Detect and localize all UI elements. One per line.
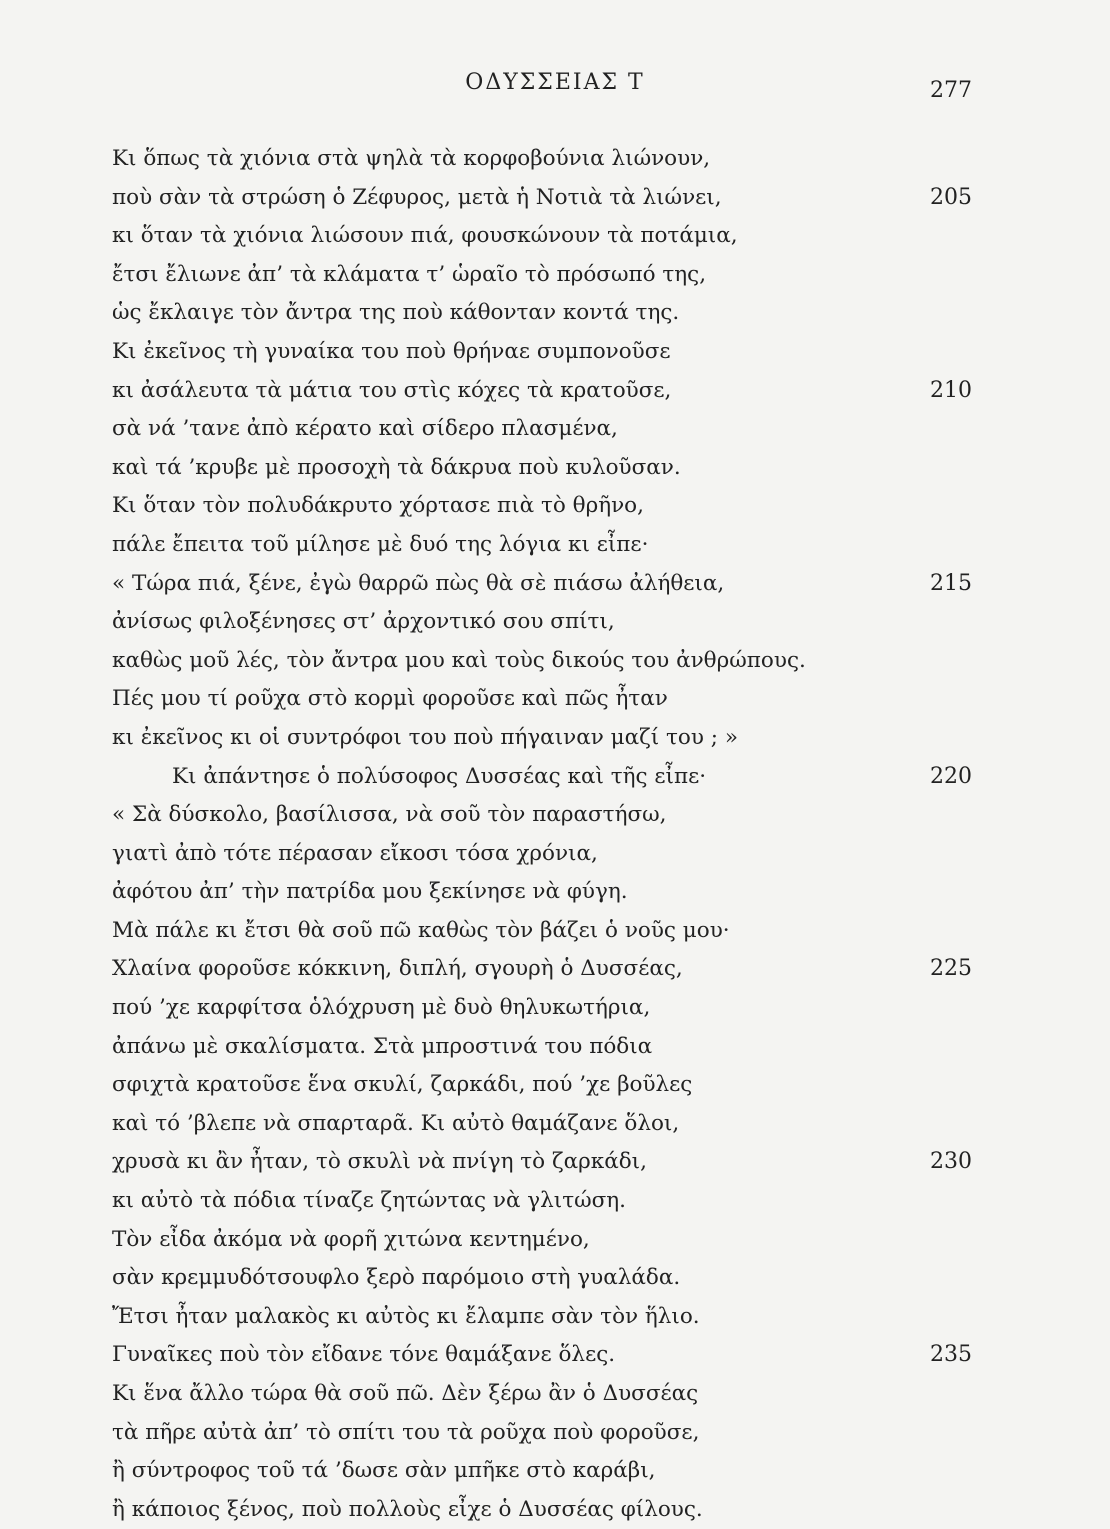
verse-text: σὰ νά ’τανε ἀπὸ κέρατο καὶ σίδερο πλασμένα, bbox=[112, 416, 618, 442]
verse-line bbox=[112, 1105, 972, 1144]
verse-text: Κι ὅπως τὰ χιόνια στὰ ψηλὰ τὰ κορφοβούνια λιώνουν, bbox=[112, 146, 711, 171]
verse-line bbox=[112, 179, 972, 218]
verse-line bbox=[112, 989, 972, 1028]
verse-text: καθὼς μοῦ λές, τὸν ἄντρα μου καὶ τοὺς δικούς του ἀνθρώπους. bbox=[112, 647, 806, 673]
verse-line bbox=[112, 217, 972, 256]
verse-line bbox=[112, 1221, 972, 1260]
verse-text: Ἔτσι ἦταν μαλακὸς κι αὐτὸς κι ἔλαμπε σὰν τὸν ἥλιο. bbox=[112, 1303, 700, 1329]
verse-line bbox=[112, 719, 972, 758]
verse-text: « Τώρα πιά, ξένε, ἐγὼ θαρρῶ πὼς θὰ σὲ πιάσω ἀλήθεια, bbox=[112, 570, 725, 596]
verse-line bbox=[112, 1028, 972, 1067]
verse-line bbox=[112, 1298, 972, 1337]
verse-line bbox=[112, 950, 972, 989]
line-number: 220 bbox=[930, 763, 972, 789]
line-number: 215 bbox=[930, 570, 972, 596]
verse-line bbox=[112, 1414, 972, 1453]
verse-line bbox=[112, 1336, 972, 1375]
line-number: 205 bbox=[930, 184, 972, 210]
line-number: 225 bbox=[930, 956, 972, 982]
verse-text: ἀφότου ἀπ’ τὴν πατρίδα μου ξεκίνησε νὰ φύγη. bbox=[112, 879, 628, 905]
verse-line bbox=[112, 1066, 972, 1105]
verse-text: ὡς ἔκλαιγε τὸν ἄντρα της ποὺ κάθονταν κοντά της. bbox=[112, 300, 680, 326]
verse-text: Γυναῖκες ποὺ τὸν εἴδανε τόνε θαμάξανε ὅλες. bbox=[112, 1342, 616, 1368]
line-number: 230 bbox=[930, 1149, 972, 1175]
verse-line bbox=[112, 410, 972, 449]
verse-line bbox=[112, 758, 972, 797]
verse-text: καὶ τό ’βλεπε νὰ σπαρταρᾶ. Κι αὐτὸ θαμάζανε ὅλοι, bbox=[112, 1110, 680, 1136]
verse-text: ποὺ σὰν τὰ στρώση ὁ Ζέφυρος, μετὰ ἡ Νοτιὰ τὰ λιώνει, bbox=[112, 184, 722, 210]
verse-line bbox=[112, 1375, 972, 1414]
verse-line bbox=[112, 642, 972, 681]
verse-text: ἀνίσως φιλοξένησες στ’ ἀρχοντικό σου σπίτι, bbox=[112, 609, 615, 635]
verse-text: ἢ σύντροφος τοῦ τά ’δωσε σὰν μπῆκε στὸ καράβι, bbox=[112, 1458, 656, 1484]
verse-text: Χλαίνα φοροῦσε κόκκινη, διπλή, σγουρὴ ὁ Δυσσέας, bbox=[112, 956, 683, 982]
verse-line bbox=[112, 449, 972, 488]
verse-text: σὰν κρεμμυδότσουφλο ξερὸ παρόμοιο στὴ γυαλάδα. bbox=[112, 1265, 681, 1291]
verse-line bbox=[112, 372, 972, 411]
verse-text: ἢ κάποιος ξένος, ποὺ πολλοὺς εἶχε ὁ Δυσσέας φίλους. bbox=[112, 1496, 703, 1522]
verse-text: καὶ τά ’κρυβε μὲ προσοχὴ τὰ δάκρυα ποὺ κυλοῦσαν. bbox=[112, 454, 681, 480]
verse-text: Τὸν εἶδα ἀκόμα νὰ φορῆ χιτώνα κεντημένο, bbox=[112, 1226, 590, 1252]
verse-text: χρυσὰ κι ἂν ἦταν, τὸ σκυλὶ νὰ πνίγη τὸ ζαρκάδι, bbox=[112, 1149, 647, 1175]
verse-block bbox=[112, 140, 972, 1529]
verse-text: « Σὰ δύσκολο, βασίλισσα, νὰ σοῦ τὸν παραστήσω, bbox=[112, 802, 667, 828]
verse-line bbox=[112, 680, 972, 719]
verse-text: πάλε ἔπειτα τοῦ μίλησε μὲ δυό της λόγια κι εἶπε· bbox=[112, 531, 649, 557]
verse-line bbox=[112, 526, 972, 565]
running-header: ΟΔΥΣΣΕΙΑΣ Τ bbox=[465, 70, 645, 95]
verse-text: Κι ἕνα ἄλλο τώρα θὰ σοῦ πῶ. Δὲν ξέρω ἂν ὁ Δυσσέας bbox=[112, 1381, 699, 1406]
verse-line bbox=[112, 796, 972, 835]
verse-line bbox=[112, 1143, 972, 1182]
verse-line bbox=[112, 1491, 972, 1529]
verse-text: γιατὶ ἀπὸ τότε πέρασαν εἴκοσι τόσα χρόνια, bbox=[112, 840, 598, 866]
verse-text: ἀπάνω μὲ σκαλίσματα. Στὰ μπροστινά του πόδια bbox=[112, 1033, 653, 1059]
verse-line bbox=[112, 565, 972, 604]
verse-line bbox=[112, 487, 972, 526]
verse-text: κι ἀσάλευτα τὰ μάτια του στὶς κόχες τὰ κρατοῦσε, bbox=[112, 377, 672, 403]
verse-line bbox=[112, 140, 972, 179]
line-number: 235 bbox=[930, 1342, 972, 1368]
page-number: 277 bbox=[930, 78, 972, 103]
verse-line bbox=[112, 603, 972, 642]
verse-line bbox=[112, 1452, 972, 1491]
verse-line bbox=[112, 1259, 972, 1298]
verse-line bbox=[112, 1182, 972, 1221]
verse-line bbox=[112, 835, 972, 874]
line-number: 210 bbox=[930, 377, 972, 403]
verse-line bbox=[112, 912, 972, 951]
verse-text: πού ’χε καρφίτσα ὁλόχρυση μὲ δυὸ θηλυκωτήρια, bbox=[112, 995, 651, 1021]
verse-line bbox=[112, 873, 972, 912]
verse-line bbox=[112, 333, 972, 372]
verse-text: Κι ἀπάντησε ὁ πολύσοφος Δυσσέας καὶ τῆς εἶπε· bbox=[172, 763, 707, 789]
verse-text: κι ὅταν τὰ χιόνια λιώσουν πιά, φουσκώνουν τὰ ποτάμια, bbox=[112, 223, 738, 249]
verse-text: Πές μου τί ροῦχα στὸ κορμὶ φοροῦσε καὶ πῶς ἦταν bbox=[112, 686, 668, 712]
verse-text: ἔτσι ἔλιωνε ἀπ’ τὰ κλάματα τ’ ὡραῖο τὸ πρόσωπό της, bbox=[112, 261, 707, 287]
verse-text: κι ἐκεῖνος κι οἱ συντρόφοι του ποὺ πήγαιναν μαζί του ; » bbox=[112, 724, 739, 750]
verse-text: Κι ἐκεῖνος τὴ γυναίκα του ποὺ θρήναε συμπονοῦσε bbox=[112, 338, 671, 364]
verse-text: σφιχτὰ κρατοῦσε ἕνα σκυλί, ζαρκάδι, πού ’χε βοῦλες bbox=[112, 1072, 693, 1098]
verse-line bbox=[112, 294, 972, 333]
verse-text: κι αὐτὸ τὰ πόδια τίναζε ζητώντας νὰ γλιτώση. bbox=[112, 1188, 627, 1214]
verse-text: τὰ πῆρε αὐτὰ ἀπ’ τὸ σπίτι του τὰ ροῦχα ποὺ φοροῦσε, bbox=[112, 1419, 700, 1445]
verse-line bbox=[112, 256, 972, 295]
verse-text: Κι ὅταν τὸν πολυδάκρυτο χόρτασε πιὰ τὸ θρῆνο, bbox=[112, 493, 644, 519]
verse-text: Μὰ πάλε κι ἔτσι θὰ σοῦ πῶ καθὼς τὸν βάζει ὁ νοῦς μου· bbox=[112, 917, 730, 943]
